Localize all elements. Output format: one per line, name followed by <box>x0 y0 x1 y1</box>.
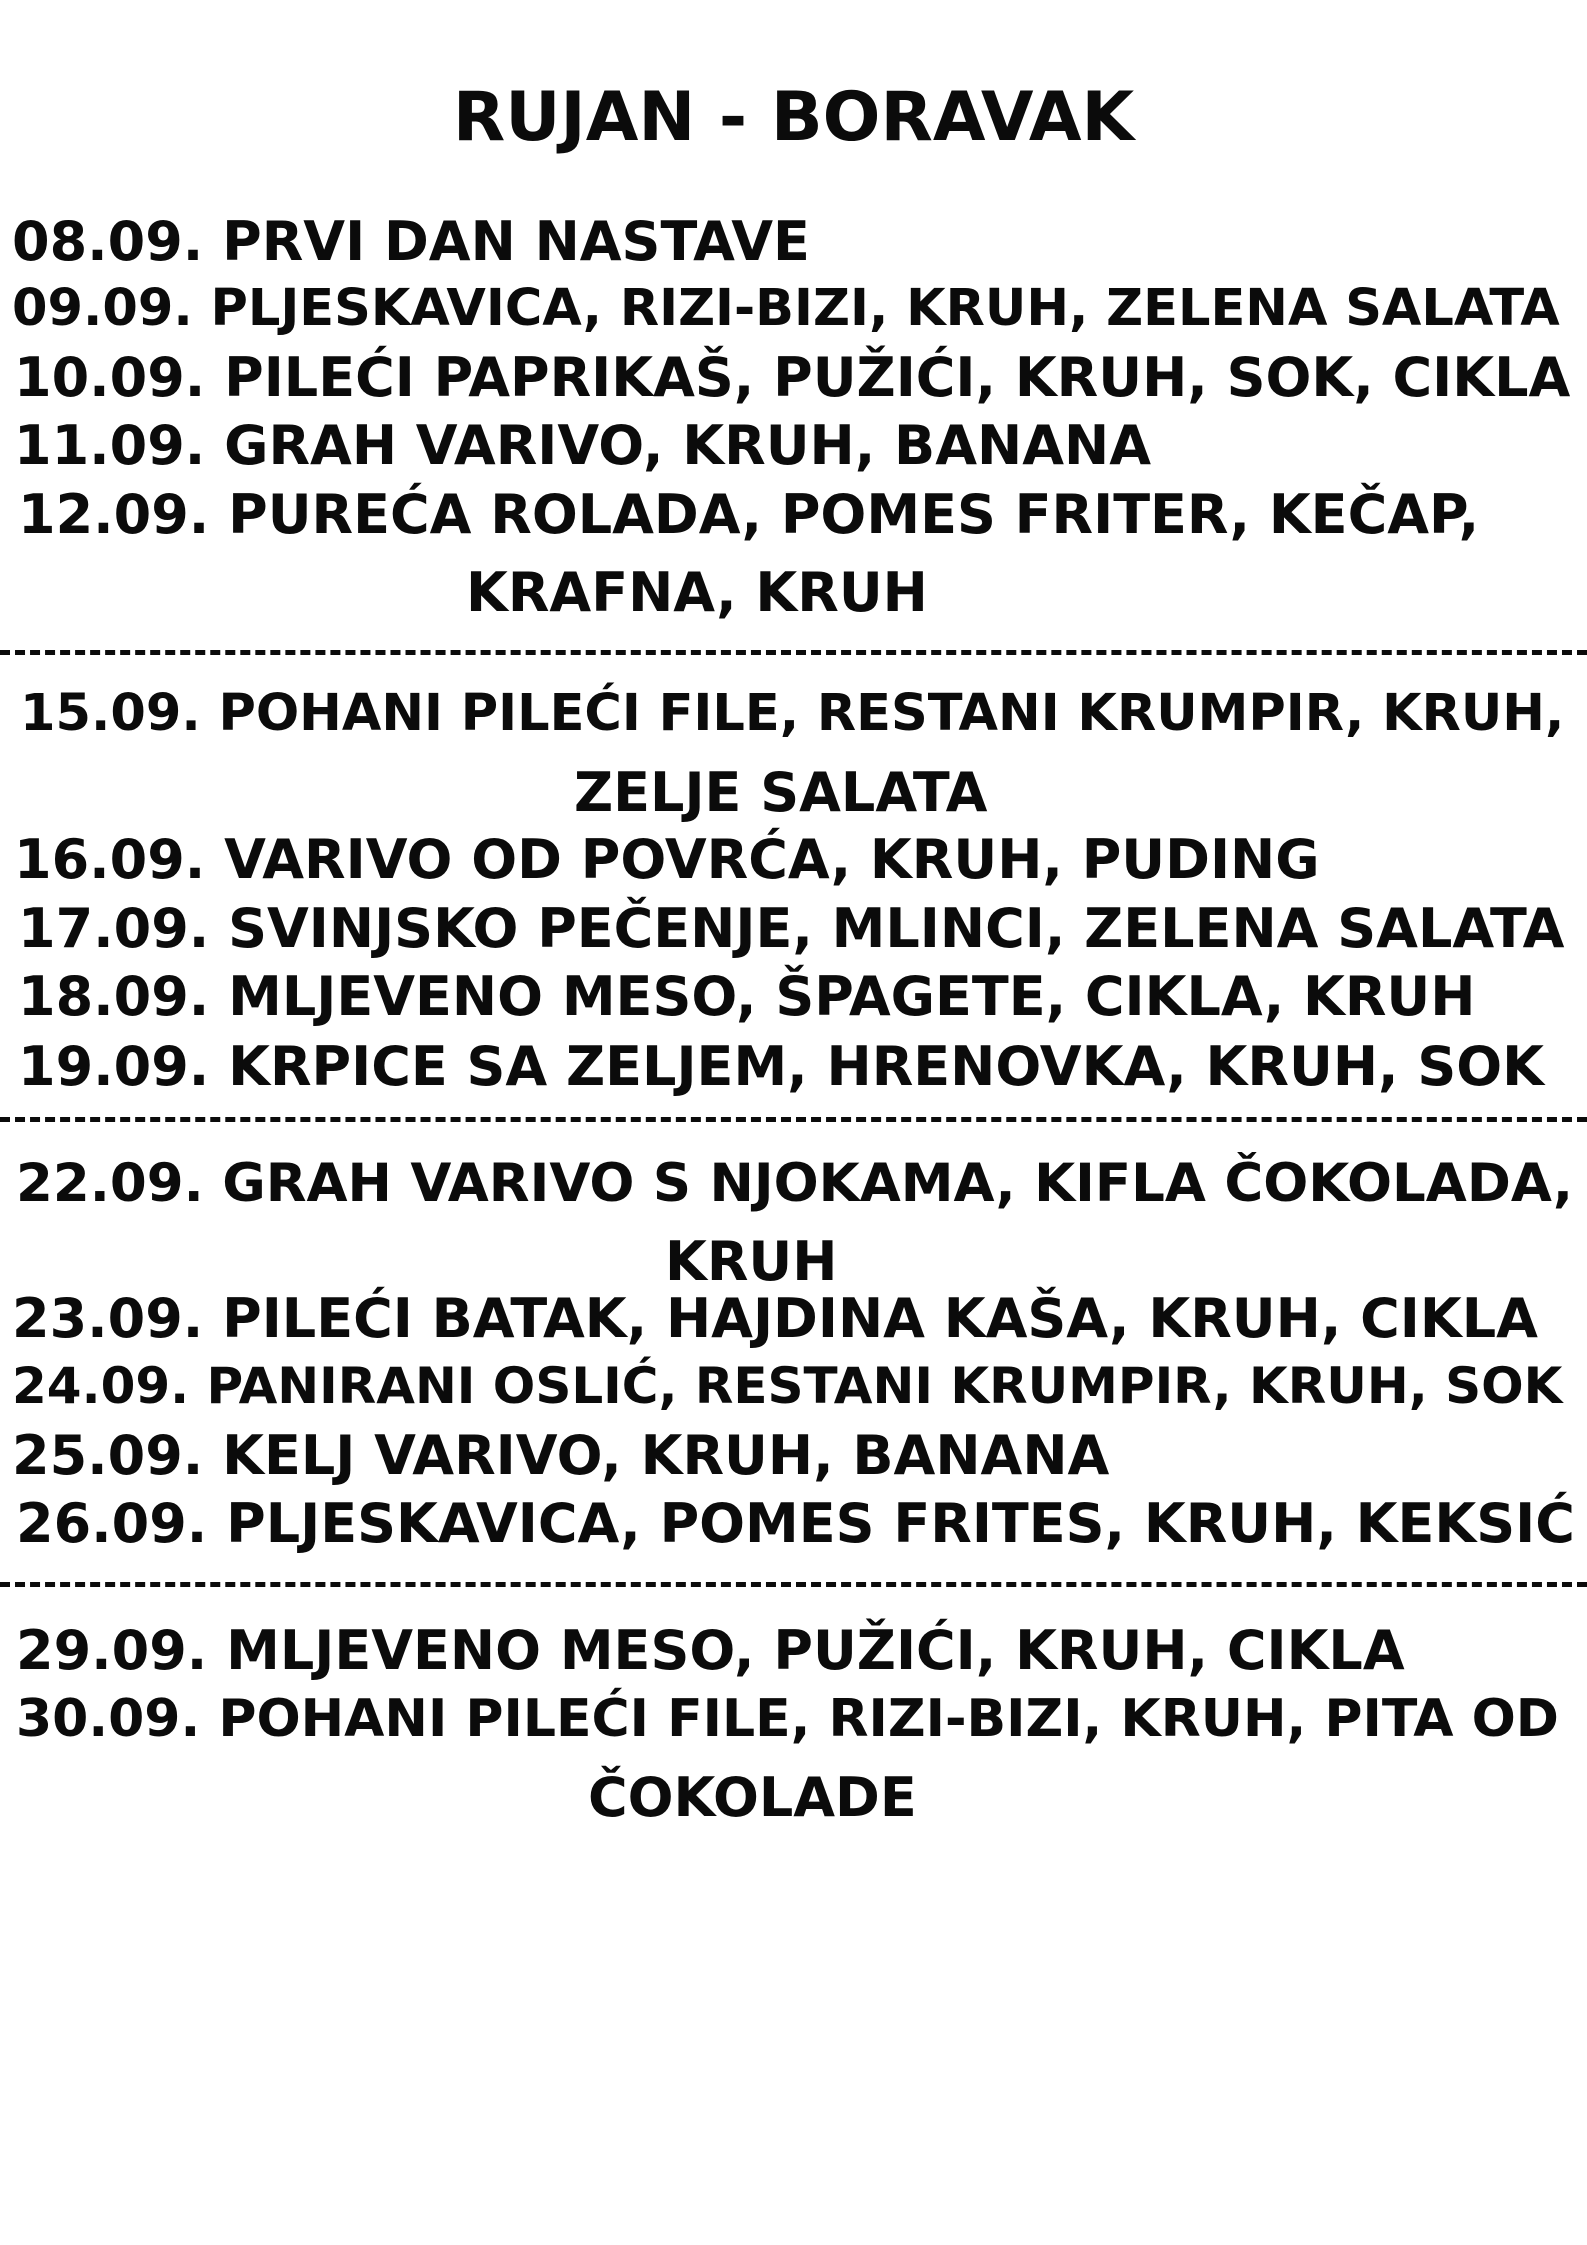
menu-entry-continuation: KRAFNA, KRUH <box>466 561 928 624</box>
menu-entry: 22.09. GRAH VARIVO S NJOKAMA, KIFLA ČOKOLADA, <box>16 1153 1573 1214</box>
menu-entry: 12.09. PUREĆA ROLADA, POMES FRITER, KEČAP, <box>18 483 1480 546</box>
week-separator <box>0 650 1587 655</box>
menu-entry-continuation: KRUH <box>665 1230 838 1293</box>
menu-entry: 19.09. KRPICE SA ZELJEM, HRENOVKA, KRUH, SOK <box>18 1035 1544 1098</box>
menu-entry-continuation: ČOKOLADE <box>588 1766 917 1829</box>
menu-entry: 25.09. KELJ VARIVO, KRUH, BANANA <box>12 1424 1110 1487</box>
menu-entry: 29.09. MLJEVENO MESO, PUŽIĆI, KRUH, CIKLA <box>16 1619 1405 1682</box>
week-separator <box>0 1582 1587 1587</box>
menu-entry: 18.09. MLJEVENO MESO, ŠPAGETE, CIKLA, KRUH <box>18 965 1476 1028</box>
menu-entry: 24.09. PANIRANI OSLIĆ, RESTANI KRUMPIR, KRUH, SOK <box>12 1357 1563 1415</box>
menu-entry: 26.09. PLJESKAVICA, POMES FRITES, KRUH, KEKSIĆ <box>16 1492 1575 1555</box>
menu-entry: 10.09. PILEĆI PAPRIKAŠ, PUŽIĆI, KRUH, SOK, CIKLA <box>14 346 1571 409</box>
menu-entry-continuation: ZELJE SALATA <box>574 761 988 824</box>
week-separator <box>0 1117 1587 1122</box>
menu-entry: 15.09. POHANI PILEĆI FILE, RESTANI KRUMPIR, KRUH, <box>20 684 1565 743</box>
menu-entry: 16.09. VARIVO OD POVRĆA, KRUH, PUDING <box>14 828 1320 891</box>
menu-entry: 30.09. POHANI PILEĆI FILE, RIZI-BIZI, KRUH, PITA OD <box>16 1689 1559 1749</box>
menu-entry: 23.09. PILEĆI BATAK, HAJDINA KAŠA, KRUH, CIKLA <box>12 1287 1538 1350</box>
menu-entry: 08.09. PRVI DAN NASTAVE <box>12 210 810 273</box>
menu-entry: 17.09. SVINJSKO PEČENJE, MLINCI, ZELENA SALATA <box>18 897 1565 960</box>
page-title: RUJAN - BORAVAK <box>452 78 1135 157</box>
menu-entry: 09.09. PLJESKAVICA, RIZI-BIZI, KRUH, ZELENA SALATA <box>12 279 1560 338</box>
menu-entry: 11.09. GRAH VARIVO, KRUH, BANANA <box>14 414 1151 477</box>
